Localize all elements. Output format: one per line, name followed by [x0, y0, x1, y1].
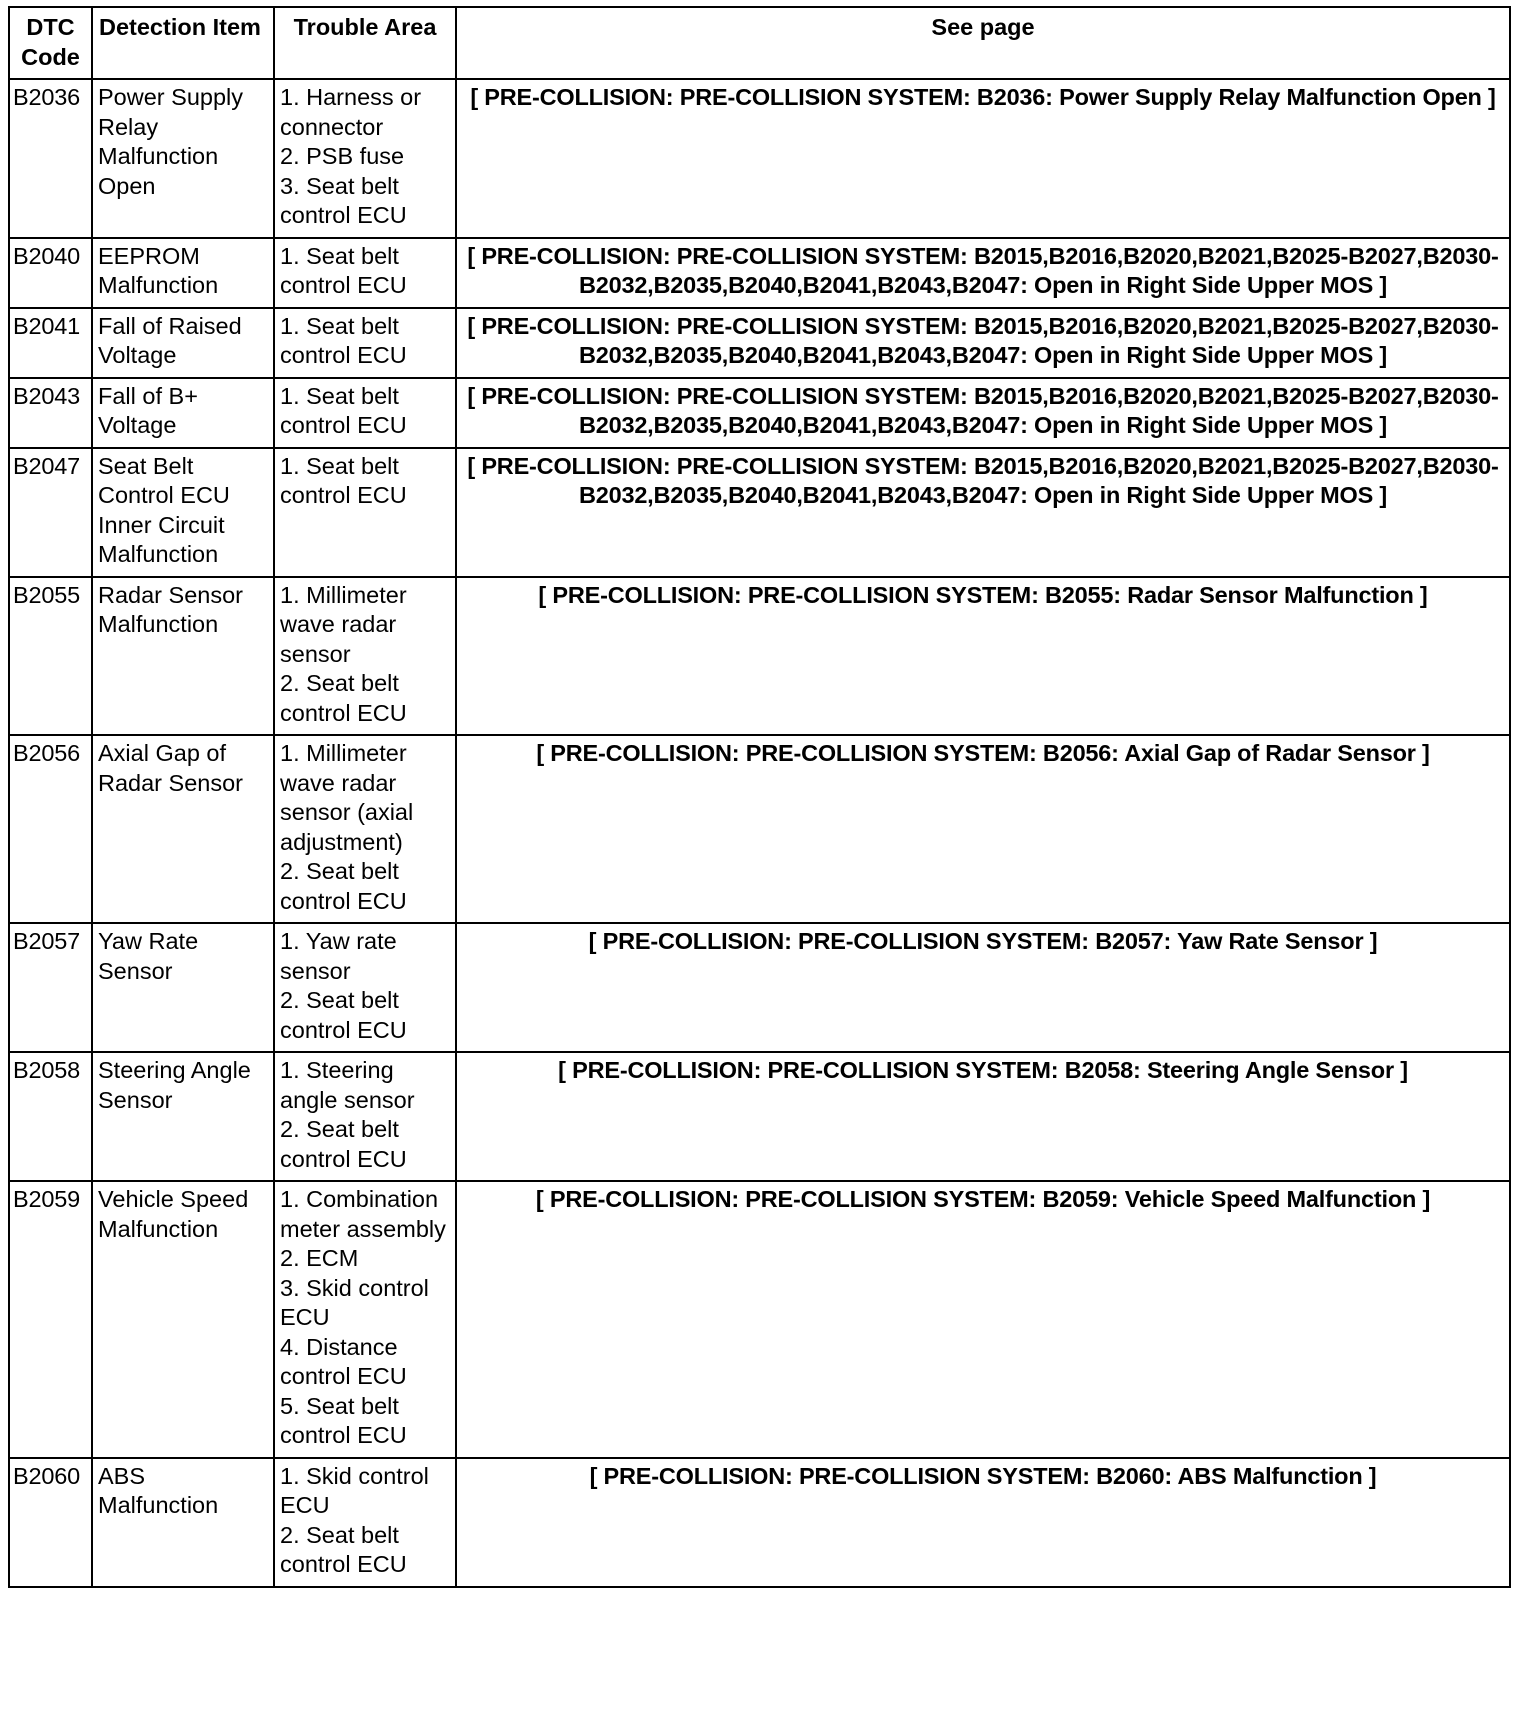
see-page-link[interactable]: [ PRE-COLLISION: PRE-COLLISION SYSTEM: B2058: Steering Angle Sensor ] [456, 1052, 1510, 1181]
trouble-area-cell [274, 238, 456, 308]
table-header-row [9, 7, 1510, 79]
table-row [9, 735, 1510, 923]
trouble-area-item: 1. Millimeter wave radar sensor [280, 581, 407, 667]
see-page-link[interactable]: [ PRE-COLLISION: PRE-COLLISION SYSTEM: B2057: Yaw Rate Sensor ] [456, 923, 1510, 1052]
detection-item-cell: Seat Belt Control ECU Inner Circuit Malfunction [92, 448, 274, 577]
see-page-link[interactable]: [ PRE-COLLISION: PRE-COLLISION SYSTEM: B2015,B2016,B2020,B2021,B2025-B2027,B2030-B2032,B2035,B2040,B2041,B2043,B2047: Open in Right Side Upper MOS ] [456, 308, 1510, 378]
detection-item-cell: Axial Gap of Radar Sensor [92, 735, 274, 923]
table-row [9, 1181, 1510, 1458]
dtc-code-cell: B2056 [9, 735, 92, 923]
see-page-link[interactable]: [ PRE-COLLISION: PRE-COLLISION SYSTEM: B2059: Vehicle Speed Malfunction ] [456, 1181, 1510, 1458]
trouble-area-cell [274, 1458, 456, 1587]
detection-item-cell: Vehicle Speed Malfunction [92, 1181, 274, 1458]
trouble-area-cell [274, 378, 456, 448]
dtc-code-cell: B2036 [9, 79, 92, 238]
trouble-area-item: 3. Seat belt control ECU [280, 172, 407, 228]
header-dtc-code: DTC Code [9, 7, 92, 79]
trouble-area-item: 1. Millimeter wave radar sensor (axial adjustment) [280, 740, 414, 855]
trouble-area-cell [274, 1052, 456, 1181]
detection-item-cell: ABS Malfunction [92, 1458, 274, 1587]
see-page-link[interactable]: [ PRE-COLLISION: PRE-COLLISION SYSTEM: B2015,B2016,B2020,B2021,B2025-B2027,B2030-B2032,B2035,B2040,B2041,B2043,B2047: Open in Right Side Upper MOS ] [456, 378, 1510, 448]
see-page-link[interactable]: [ PRE-COLLISION: PRE-COLLISION SYSTEM: B2015,B2016,B2020,B2021,B2025-B2027,B2030-B2032,B2035,B2040,B2041,B2043,B2047: Open in Right Side Upper MOS ] [456, 238, 1510, 308]
trouble-area-item: 2. Seat belt control ECU [280, 670, 407, 726]
table-row [9, 448, 1510, 577]
dtc-code-cell: B2043 [9, 378, 92, 448]
trouble-area-item: 1. Skid control ECU [280, 1462, 429, 1518]
dtc-table-page [8, 6, 1509, 1588]
detection-item-cell: Yaw Rate Sensor [92, 923, 274, 1052]
dtc-code-cell: B2060 [9, 1458, 92, 1587]
see-page-link[interactable]: [ PRE-COLLISION: PRE-COLLISION SYSTEM: B2036: Power Supply Relay Malfunction Open ] [456, 79, 1510, 238]
table-row [9, 238, 1510, 308]
table-row [9, 577, 1510, 736]
trouble-area-cell [274, 448, 456, 577]
trouble-area-item: 1. Seat belt control ECU [280, 452, 407, 508]
trouble-area-item: 2. Seat belt control ECU [280, 1521, 407, 1577]
detection-item-cell: Fall of Raised Voltage [92, 308, 274, 378]
trouble-area-cell [274, 923, 456, 1052]
trouble-area-cell [274, 79, 456, 238]
header-detection-item: Detection Item [92, 7, 274, 79]
trouble-area-item: 2. Seat belt control ECU [280, 858, 407, 914]
trouble-area-item: 1. Seat belt control ECU [280, 312, 407, 368]
table-row [9, 923, 1510, 1052]
table-row [9, 79, 1510, 238]
detection-item-cell: Fall of B+ Voltage [92, 378, 274, 448]
detection-item-cell: EEPROM Malfunction [92, 238, 274, 308]
trouble-area-item: 3. Skid control ECU [280, 1274, 429, 1330]
see-page-link[interactable]: [ PRE-COLLISION: PRE-COLLISION SYSTEM: B2015,B2016,B2020,B2021,B2025-B2027,B2030-B2032,B2035,B2040,B2041,B2043,B2047: Open in Right Side Upper MOS ] [456, 448, 1510, 577]
table-row [9, 308, 1510, 378]
trouble-area-cell [274, 735, 456, 923]
trouble-area-item: 2. ECM [280, 1245, 359, 1271]
trouble-area-cell [274, 577, 456, 736]
trouble-area-item: 1. Steering angle sensor [280, 1057, 415, 1113]
header-see-page: See page [456, 7, 1510, 79]
header-trouble-area: Trouble Area [274, 7, 456, 79]
table-row [9, 1458, 1510, 1587]
detection-item-cell: Radar Sensor Malfunction [92, 577, 274, 736]
trouble-area-item: 2. PSB fuse [280, 143, 405, 169]
dtc-code-cell: B2047 [9, 448, 92, 577]
dtc-code-cell: B2055 [9, 577, 92, 736]
trouble-area-cell [274, 1181, 456, 1458]
dtc-code-cell: B2040 [9, 238, 92, 308]
trouble-area-item: 2. Seat belt control ECU [280, 1116, 407, 1172]
trouble-area-item: 1. Yaw rate sensor [280, 928, 397, 984]
see-page-link[interactable]: [ PRE-COLLISION: PRE-COLLISION SYSTEM: B2055: Radar Sensor Malfunction ] [456, 577, 1510, 736]
dtc-table [8, 6, 1511, 1588]
detection-item-cell: Power Supply Relay Malfunction Open [92, 79, 274, 238]
see-page-link[interactable]: [ PRE-COLLISION: PRE-COLLISION SYSTEM: B2056: Axial Gap of Radar Sensor ] [456, 735, 1510, 923]
trouble-area-item: 4. Distance control ECU [280, 1333, 407, 1389]
dtc-code-cell: B2059 [9, 1181, 92, 1458]
detection-item-cell: Steering Angle Sensor [92, 1052, 274, 1181]
trouble-area-item: 1. Seat belt control ECU [280, 242, 407, 298]
trouble-area-item: 5. Seat belt control ECU [280, 1392, 407, 1448]
trouble-area-item: 2. Seat belt control ECU [280, 987, 407, 1043]
dtc-code-cell: B2058 [9, 1052, 92, 1181]
table-body [9, 79, 1510, 1587]
table-row [9, 378, 1510, 448]
trouble-area-cell [274, 308, 456, 378]
trouble-area-item: 1. Seat belt control ECU [280, 382, 407, 438]
table-row [9, 1052, 1510, 1181]
dtc-code-cell: B2041 [9, 308, 92, 378]
see-page-link[interactable]: [ PRE-COLLISION: PRE-COLLISION SYSTEM: B2060: ABS Malfunction ] [456, 1458, 1510, 1587]
trouble-area-item: 1. Harness or connector [280, 84, 422, 140]
trouble-area-item: 1. Combination meter assembly [280, 1186, 446, 1242]
dtc-code-cell: B2057 [9, 923, 92, 1052]
